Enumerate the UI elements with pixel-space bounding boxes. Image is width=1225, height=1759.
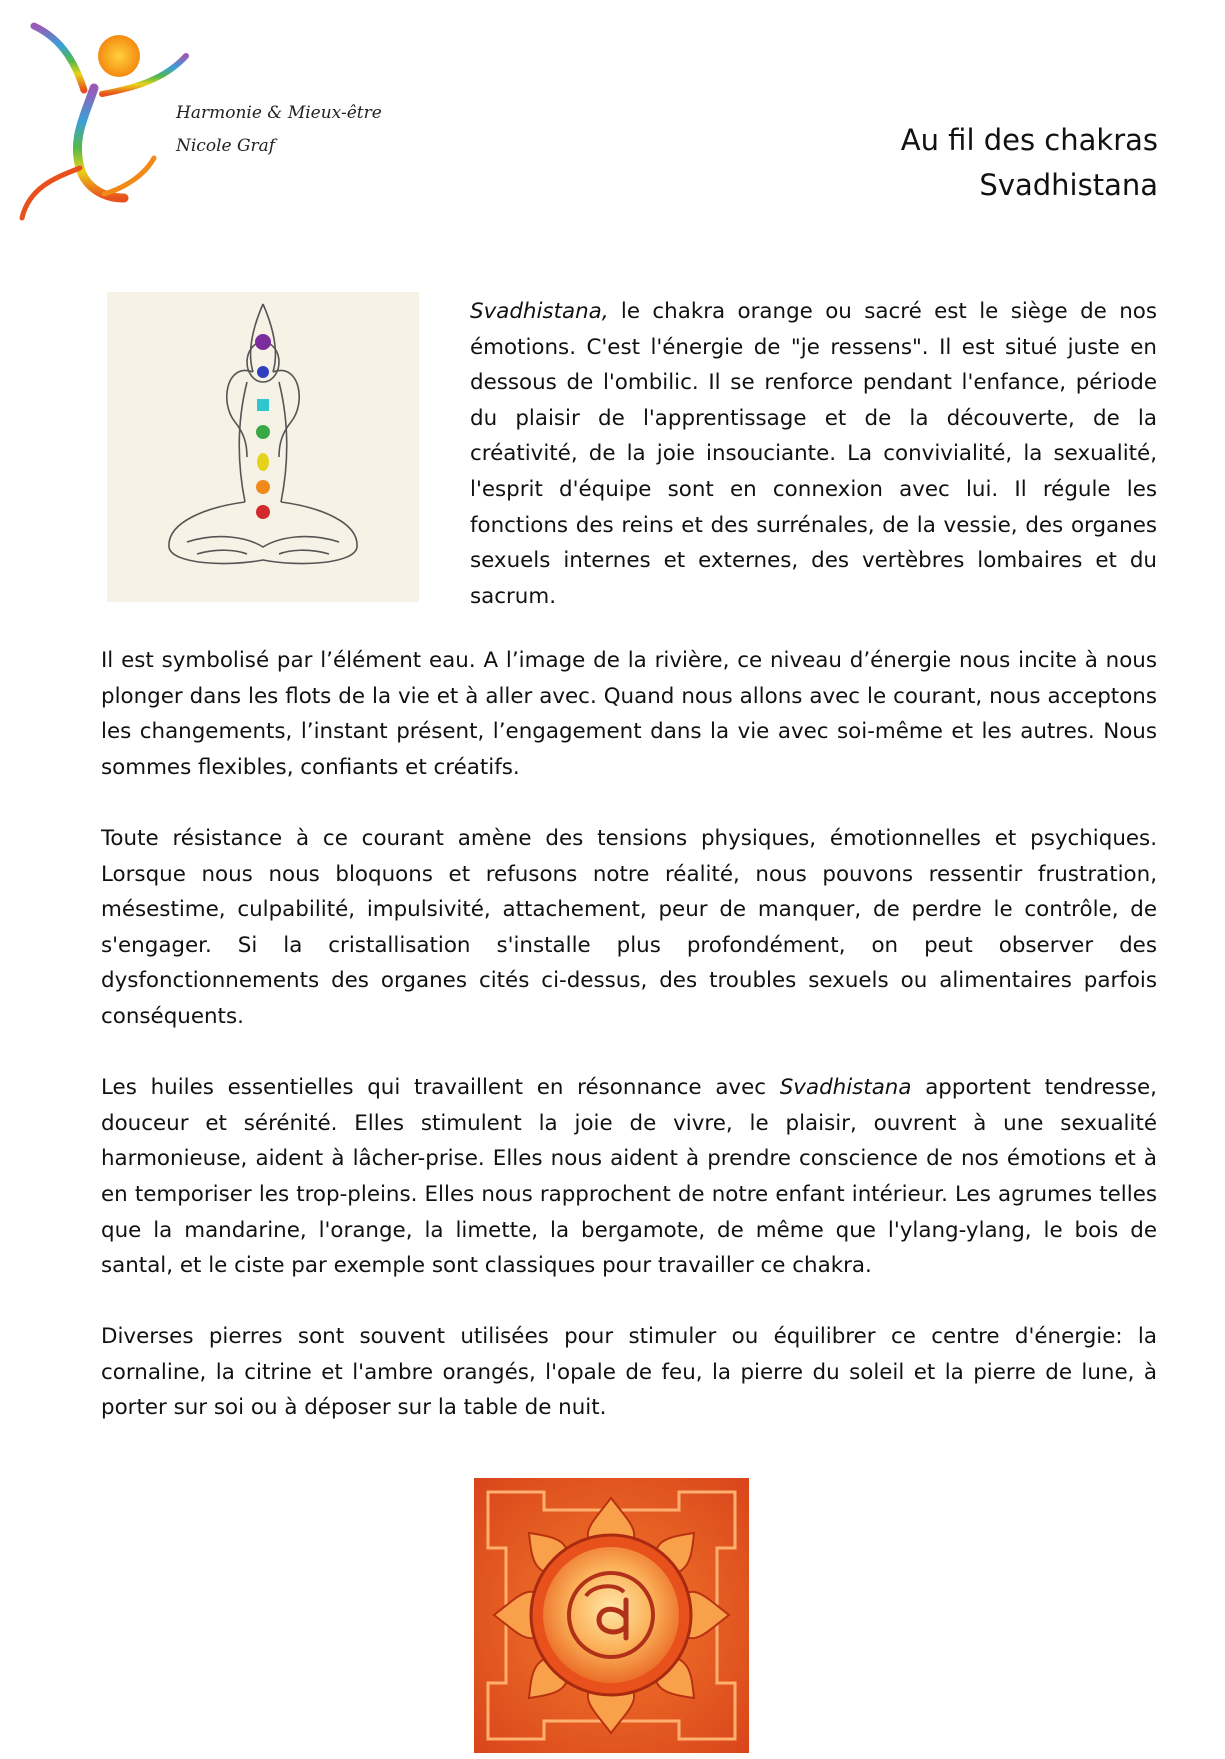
oils-text-before: Les huiles essentielles qui travaillent en résonnance avec xyxy=(101,1075,780,1101)
body-text xyxy=(101,643,1157,1462)
meditating-figure-icon xyxy=(107,292,419,602)
svadhistana-yantra-icon xyxy=(474,1478,749,1753)
paragraph-stones: Diverses pierres sont souvent utilisées pour stimuler ou équilibrer ce centre d'énergie: la cornaline, la citrine et l'ambre orangés, l'opale de feu, la pierre du soleil et la pierre de lune, à porter sur soi ou à déposer sur la table de nuit. xyxy=(101,1324,1157,1421)
intro-text: le chakra orange ou sacré est le siège de nos émotions. C'est l'énergie de "je ressens". Il est situé juste en dessous de l'ombilic. Il se renforce pendant l'enfance, période du plaisir de l'apprentissage et de la découverte, de la créativité, de la joie insouciante. La convivialité, la sexualité, l'esprit d'équipe sont en connexion avec lui. Il régule les fonctions des reins et des surrénales, de la vessie, des organes sexuels internes et externes, des vertèbres lombaires et du sacrum. xyxy=(470,299,1157,609)
page-title xyxy=(901,118,1158,208)
title-line-2: Svadhistana xyxy=(979,168,1158,202)
title-line-1: Au fil des chakras xyxy=(900,123,1158,157)
brand-block xyxy=(176,97,382,163)
intro-paragraph xyxy=(470,294,1157,614)
brand-name: Harmonie & Mieux-être xyxy=(176,103,382,123)
sun-icon xyxy=(98,35,140,77)
meditation-illustration xyxy=(107,292,419,602)
paragraph-essential-oils xyxy=(101,1070,1157,1284)
oils-term: Svadhistana xyxy=(779,1075,912,1101)
intro-term: Svadhistana, xyxy=(470,299,609,324)
author-name: Nicole Graf xyxy=(176,136,276,156)
paragraph-resistance: Toute résistance à ce courant amène des tensions physiques, émotionnelles et psychiques. Lorsque nous nous bloquons et refusons notre réalité, nous pouvons ressentir frustration, mésestime, culpabilité, impulsivité, attachement, peur de manquer, de perdre le contrôle, de s'engager. Si la cristallisation s'installe plus profondément, on peut observer des dysfonctionnements des organes cités ci-dessus, des troubles sexuels ou alimentaires parfois conséquents. xyxy=(101,825,1157,1029)
paragraph-element: Il est symbolisé par l’élément eau. A l’image de la rivière, ce niveau d’énergie nous incite à nous plonger dans les flots de la vie et à aller avec. Quand nous allons avec le courant, nous acceptons les changements, l’instant présent, l’engagement dans la vie avec soi-même et les autres. Nous sommes flexibles, confiants et créatifs. xyxy=(101,648,1157,780)
oils-text-after: apportent tendresse, douceur et sérénité. Elles stimulent la joie de vivre, le plaisir, ouvrent à une sexualité harmonieuse, aident à lâcher-prise. Elles nous aident à prendre conscience de nos émotions et à en temporiser les trop-pleins. Elles nous rapprochent de notre enfant intérieur. Les agrumes telles que la mandarine, l'orange, la limette, la bergamote, de même que l'ylang-ylang, le bois de santal, et le ciste par exemple sont classiques pour travailler ce chakra. xyxy=(101,1075,1157,1279)
